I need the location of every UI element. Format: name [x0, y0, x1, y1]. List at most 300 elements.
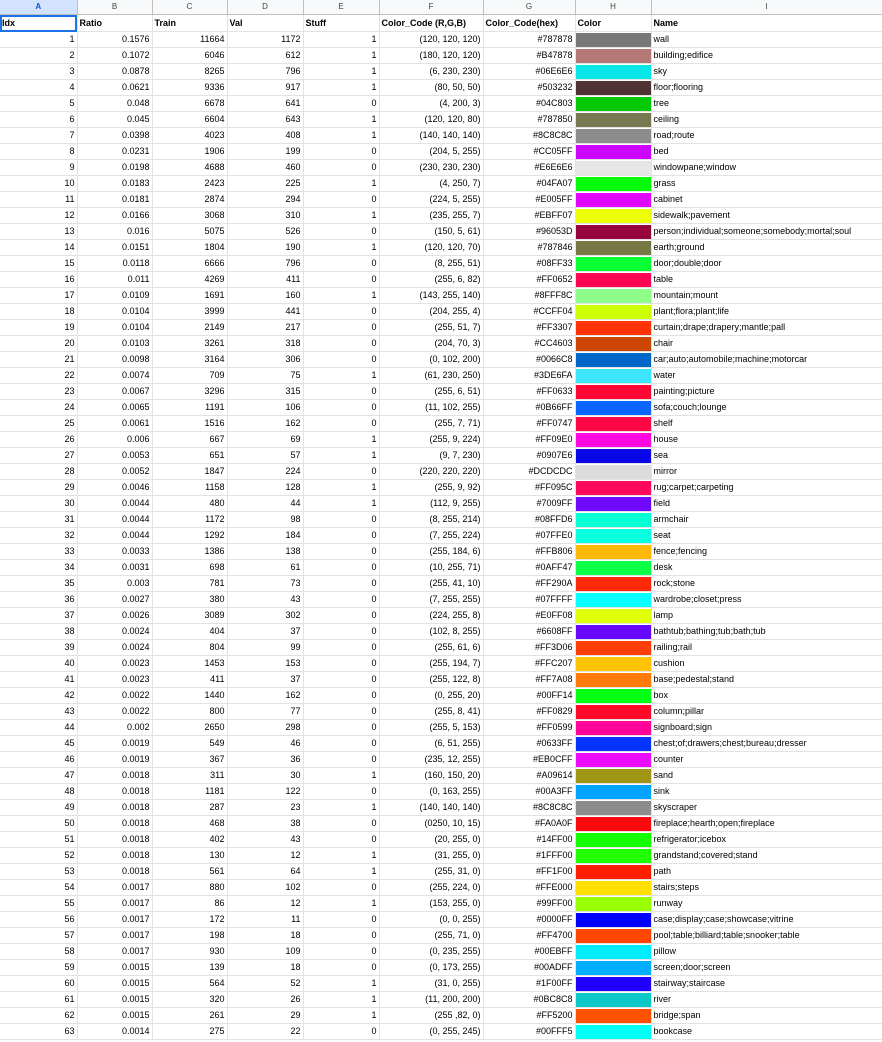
stuff-cell[interactable]: 1 [303, 176, 379, 192]
color-swatch-cell[interactable] [575, 256, 651, 272]
train-cell[interactable]: 1804 [152, 240, 227, 256]
rgb-cell[interactable]: (204, 5, 255) [379, 144, 483, 160]
name-cell[interactable]: screen;door;screen [651, 960, 882, 976]
stuff-cell[interactable]: 0 [303, 560, 379, 576]
val-cell[interactable]: 162 [227, 416, 303, 432]
val-cell[interactable]: 224 [227, 464, 303, 480]
idx-cell[interactable]: 14 [0, 240, 77, 256]
rgb-cell[interactable]: (255, 224, 0) [379, 880, 483, 896]
val-cell[interactable]: 153 [227, 656, 303, 672]
ratio-cell[interactable]: 0.0181 [77, 192, 152, 208]
color-swatch-cell[interactable] [575, 976, 651, 992]
idx-cell[interactable]: 16 [0, 272, 77, 288]
hex-cell[interactable]: #FF3D06 [483, 640, 575, 656]
color-swatch-cell[interactable] [575, 944, 651, 960]
hex-cell[interactable]: #FF3307 [483, 320, 575, 336]
stuff-cell[interactable]: 0 [303, 320, 379, 336]
color-swatch-cell[interactable] [575, 496, 651, 512]
stuff-cell[interactable]: 0 [303, 576, 379, 592]
hex-cell[interactable]: #07FFFF [483, 592, 575, 608]
name-cell[interactable]: pool;table;billiard;table;snooker;table [651, 928, 882, 944]
rgb-cell[interactable]: (31, 0, 255) [379, 976, 483, 992]
ratio-cell[interactable]: 0.0621 [77, 80, 152, 96]
idx-cell[interactable]: 27 [0, 448, 77, 464]
stuff-cell[interactable]: 1 [303, 448, 379, 464]
idx-cell[interactable]: 18 [0, 304, 77, 320]
name-cell[interactable]: rug;carpet;carpeting [651, 480, 882, 496]
name-cell[interactable]: desk [651, 560, 882, 576]
ratio-cell[interactable]: 0.0018 [77, 768, 152, 784]
train-cell[interactable]: 561 [152, 864, 227, 880]
rgb-cell[interactable]: (255, 41, 10) [379, 576, 483, 592]
train-cell[interactable]: 4688 [152, 160, 227, 176]
stuff-cell[interactable]: 1 [303, 288, 379, 304]
rgb-cell[interactable]: (140, 140, 140) [379, 800, 483, 816]
name-cell[interactable]: bridge;span [651, 1008, 882, 1024]
train-cell[interactable]: 667 [152, 432, 227, 448]
train-cell[interactable]: 8265 [152, 64, 227, 80]
name-cell[interactable]: cabinet [651, 192, 882, 208]
train-cell[interactable]: 3999 [152, 304, 227, 320]
rgb-cell[interactable]: (153, 255, 0) [379, 896, 483, 912]
val-cell[interactable]: 102 [227, 880, 303, 896]
val-cell[interactable]: 526 [227, 224, 303, 240]
color-swatch-cell[interactable] [575, 848, 651, 864]
train-cell[interactable]: 1386 [152, 544, 227, 560]
val-cell[interactable]: 18 [227, 928, 303, 944]
color-swatch-cell[interactable] [575, 992, 651, 1008]
hex-cell[interactable]: #DCDCDC [483, 464, 575, 480]
header-cell-color-code-hex[interactable]: Color_Code(hex) [483, 15, 575, 32]
header-cell-color-code-rgb[interactable]: Color_Code (R,G,B) [379, 15, 483, 32]
ratio-cell[interactable]: 0.1576 [77, 32, 152, 48]
train-cell[interactable]: 1906 [152, 144, 227, 160]
ratio-cell[interactable]: 0.045 [77, 112, 152, 128]
rgb-cell[interactable]: (120, 120, 80) [379, 112, 483, 128]
ratio-cell[interactable]: 0.0017 [77, 928, 152, 944]
idx-cell[interactable]: 31 [0, 512, 77, 528]
idx-cell[interactable]: 15 [0, 256, 77, 272]
idx-cell[interactable]: 51 [0, 832, 77, 848]
ratio-cell[interactable]: 0.0104 [77, 304, 152, 320]
stuff-cell[interactable]: 1 [303, 896, 379, 912]
ratio-cell[interactable]: 0.0023 [77, 672, 152, 688]
val-cell[interactable]: 318 [227, 336, 303, 352]
rgb-cell[interactable]: (31, 255, 0) [379, 848, 483, 864]
train-cell[interactable]: 3296 [152, 384, 227, 400]
rgb-cell[interactable]: (150, 5, 61) [379, 224, 483, 240]
train-cell[interactable]: 6604 [152, 112, 227, 128]
idx-cell[interactable]: 56 [0, 912, 77, 928]
stuff-cell[interactable]: 0 [303, 352, 379, 368]
rgb-cell[interactable]: (120, 120, 120) [379, 32, 483, 48]
train-cell[interactable]: 404 [152, 624, 227, 640]
ratio-cell[interactable]: 0.0098 [77, 352, 152, 368]
val-cell[interactable]: 30 [227, 768, 303, 784]
name-cell[interactable]: bed [651, 144, 882, 160]
ratio-cell[interactable]: 0.0017 [77, 880, 152, 896]
train-cell[interactable]: 3261 [152, 336, 227, 352]
color-swatch-cell[interactable] [575, 864, 651, 880]
hex-cell[interactable]: #E005FF [483, 192, 575, 208]
rgb-cell[interactable]: (10, 255, 71) [379, 560, 483, 576]
val-cell[interactable]: 98 [227, 512, 303, 528]
hex-cell[interactable]: #FF0599 [483, 720, 575, 736]
name-cell[interactable]: shelf [651, 416, 882, 432]
rgb-cell[interactable]: (255, 6, 51) [379, 384, 483, 400]
stuff-cell[interactable]: 0 [303, 592, 379, 608]
color-swatch-cell[interactable] [575, 960, 651, 976]
val-cell[interactable]: 1172 [227, 32, 303, 48]
val-cell[interactable]: 460 [227, 160, 303, 176]
stuff-cell[interactable]: 1 [303, 496, 379, 512]
idx-cell[interactable]: 45 [0, 736, 77, 752]
name-cell[interactable]: sand [651, 768, 882, 784]
ratio-cell[interactable]: 0.002 [77, 720, 152, 736]
ratio-cell[interactable]: 0.0015 [77, 976, 152, 992]
stuff-cell[interactable]: 1 [303, 976, 379, 992]
color-swatch-cell[interactable] [575, 176, 651, 192]
stuff-cell[interactable]: 1 [303, 208, 379, 224]
hex-cell[interactable]: #1FFF00 [483, 848, 575, 864]
val-cell[interactable]: 643 [227, 112, 303, 128]
hex-cell[interactable]: #E6E6E6 [483, 160, 575, 176]
stuff-cell[interactable]: 0 [303, 608, 379, 624]
ratio-cell[interactable]: 0.0067 [77, 384, 152, 400]
idx-cell[interactable]: 40 [0, 656, 77, 672]
name-cell[interactable]: door;double;door [651, 256, 882, 272]
rgb-cell[interactable]: (220, 220, 220) [379, 464, 483, 480]
hex-cell[interactable]: #0B66FF [483, 400, 575, 416]
name-cell[interactable]: earth;ground [651, 240, 882, 256]
hex-cell[interactable]: #96053D [483, 224, 575, 240]
idx-cell[interactable]: 20 [0, 336, 77, 352]
train-cell[interactable]: 781 [152, 576, 227, 592]
color-swatch-cell[interactable] [575, 720, 651, 736]
hex-cell[interactable]: #FF095C [483, 480, 575, 496]
hex-cell[interactable]: #FFB806 [483, 544, 575, 560]
name-cell[interactable]: wall [651, 32, 882, 48]
val-cell[interactable]: 22 [227, 1024, 303, 1040]
hex-cell[interactable]: #CC05FF [483, 144, 575, 160]
val-cell[interactable]: 26 [227, 992, 303, 1008]
rgb-cell[interactable]: (0, 173, 255) [379, 960, 483, 976]
rgb-cell[interactable]: (143, 255, 140) [379, 288, 483, 304]
column-header-h[interactable]: H [575, 0, 651, 15]
ratio-cell[interactable]: 0.0015 [77, 1008, 152, 1024]
color-swatch-cell[interactable] [575, 752, 651, 768]
rgb-cell[interactable]: (0250, 10, 15) [379, 816, 483, 832]
color-swatch-cell[interactable] [575, 320, 651, 336]
rgb-cell[interactable]: (140, 140, 140) [379, 128, 483, 144]
name-cell[interactable]: painting;picture [651, 384, 882, 400]
train-cell[interactable]: 11664 [152, 32, 227, 48]
val-cell[interactable]: 29 [227, 1008, 303, 1024]
train-cell[interactable]: 4269 [152, 272, 227, 288]
val-cell[interactable]: 122 [227, 784, 303, 800]
hex-cell[interactable]: #00FF14 [483, 688, 575, 704]
hex-cell[interactable]: #FF1F00 [483, 864, 575, 880]
idx-cell[interactable]: 59 [0, 960, 77, 976]
name-cell[interactable]: refrigerator;icebox [651, 832, 882, 848]
ratio-cell[interactable]: 0.048 [77, 96, 152, 112]
color-swatch-cell[interactable] [575, 576, 651, 592]
ratio-cell[interactable]: 0.0018 [77, 816, 152, 832]
color-swatch-cell[interactable] [575, 336, 651, 352]
train-cell[interactable]: 549 [152, 736, 227, 752]
ratio-cell[interactable]: 0.0014 [77, 1024, 152, 1040]
train-cell[interactable]: 880 [152, 880, 227, 896]
ratio-cell[interactable]: 0.0118 [77, 256, 152, 272]
ratio-cell[interactable]: 0.011 [77, 272, 152, 288]
hex-cell[interactable]: #E0FF08 [483, 608, 575, 624]
idx-cell[interactable]: 36 [0, 592, 77, 608]
name-cell[interactable]: fireplace;hearth;open;fireplace [651, 816, 882, 832]
idx-cell[interactable]: 17 [0, 288, 77, 304]
val-cell[interactable]: 184 [227, 528, 303, 544]
val-cell[interactable]: 77 [227, 704, 303, 720]
train-cell[interactable]: 1292 [152, 528, 227, 544]
stuff-cell[interactable]: 0 [303, 160, 379, 176]
name-cell[interactable]: cushion [651, 656, 882, 672]
name-cell[interactable]: river [651, 992, 882, 1008]
train-cell[interactable]: 3068 [152, 208, 227, 224]
val-cell[interactable]: 306 [227, 352, 303, 368]
color-swatch-cell[interactable] [575, 224, 651, 240]
idx-cell[interactable]: 30 [0, 496, 77, 512]
ratio-cell[interactable]: 0.0052 [77, 464, 152, 480]
name-cell[interactable]: box [651, 688, 882, 704]
hex-cell[interactable]: #503232 [483, 80, 575, 96]
name-cell[interactable]: railing;rail [651, 640, 882, 656]
rgb-cell[interactable]: (7, 255, 255) [379, 592, 483, 608]
idx-cell[interactable]: 60 [0, 976, 77, 992]
rgb-cell[interactable]: (230, 230, 230) [379, 160, 483, 176]
stuff-cell[interactable]: 0 [303, 304, 379, 320]
val-cell[interactable]: 162 [227, 688, 303, 704]
train-cell[interactable]: 130 [152, 848, 227, 864]
val-cell[interactable]: 190 [227, 240, 303, 256]
val-cell[interactable]: 38 [227, 816, 303, 832]
column-header-c[interactable]: C [152, 0, 227, 15]
hex-cell[interactable]: #06E6E6 [483, 64, 575, 80]
color-swatch-cell[interactable] [575, 800, 651, 816]
column-header-f[interactable]: F [379, 0, 483, 15]
hex-cell[interactable]: #FF0747 [483, 416, 575, 432]
idx-cell[interactable]: 8 [0, 144, 77, 160]
name-cell[interactable]: stairway;staircase [651, 976, 882, 992]
name-cell[interactable]: grandstand;covered;stand [651, 848, 882, 864]
stuff-cell[interactable]: 0 [303, 144, 379, 160]
rgb-cell[interactable]: (61, 230, 250) [379, 368, 483, 384]
hex-cell[interactable]: #0633FF [483, 736, 575, 752]
column-header-a[interactable]: A [0, 0, 77, 15]
color-swatch-cell[interactable] [575, 32, 651, 48]
hex-cell[interactable]: #0BC8C8 [483, 992, 575, 1008]
color-swatch-cell[interactable] [575, 784, 651, 800]
idx-cell[interactable]: 22 [0, 368, 77, 384]
color-swatch-cell[interactable] [575, 512, 651, 528]
idx-cell[interactable]: 1 [0, 32, 77, 48]
color-swatch-cell[interactable] [575, 160, 651, 176]
name-cell[interactable]: chest;of;drawers;chest;bureau;dresser [651, 736, 882, 752]
color-swatch-cell[interactable] [575, 592, 651, 608]
header-cell-ratio[interactable]: Ratio [77, 15, 152, 32]
train-cell[interactable]: 804 [152, 640, 227, 656]
rgb-cell[interactable]: (0, 0, 255) [379, 912, 483, 928]
color-swatch-cell[interactable] [575, 128, 651, 144]
ratio-cell[interactable]: 0.1072 [77, 48, 152, 64]
color-swatch-cell[interactable] [575, 192, 651, 208]
header-cell-idx[interactable]: Idx [0, 15, 77, 32]
color-swatch-cell[interactable] [575, 96, 651, 112]
hex-cell[interactable]: #14FF00 [483, 832, 575, 848]
stuff-cell[interactable]: 0 [303, 272, 379, 288]
ratio-cell[interactable]: 0.0017 [77, 944, 152, 960]
name-cell[interactable]: mountain;mount [651, 288, 882, 304]
idx-cell[interactable]: 39 [0, 640, 77, 656]
stuff-cell[interactable]: 0 [303, 688, 379, 704]
ratio-cell[interactable]: 0.0166 [77, 208, 152, 224]
train-cell[interactable]: 468 [152, 816, 227, 832]
train-cell[interactable]: 1181 [152, 784, 227, 800]
color-swatch-cell[interactable] [575, 208, 651, 224]
name-cell[interactable]: runway [651, 896, 882, 912]
color-swatch-cell[interactable] [575, 48, 651, 64]
hex-cell[interactable]: #FF0829 [483, 704, 575, 720]
name-cell[interactable]: sofa;couch;lounge [651, 400, 882, 416]
hex-cell[interactable]: #A09614 [483, 768, 575, 784]
idx-cell[interactable]: 50 [0, 816, 77, 832]
ratio-cell[interactable]: 0.0044 [77, 496, 152, 512]
column-header-e[interactable]: E [303, 0, 379, 15]
idx-cell[interactable]: 29 [0, 480, 77, 496]
ratio-cell[interactable]: 0.0019 [77, 736, 152, 752]
header-cell-val[interactable]: Val [227, 15, 303, 32]
train-cell[interactable]: 172 [152, 912, 227, 928]
name-cell[interactable]: column;pillar [651, 704, 882, 720]
idx-cell[interactable]: 26 [0, 432, 77, 448]
hex-cell[interactable]: #3DE6FA [483, 368, 575, 384]
val-cell[interactable]: 796 [227, 256, 303, 272]
name-cell[interactable]: rock;stone [651, 576, 882, 592]
rgb-cell[interactable]: (112, 9, 255) [379, 496, 483, 512]
idx-cell[interactable]: 42 [0, 688, 77, 704]
stuff-cell[interactable]: 0 [303, 416, 379, 432]
train-cell[interactable]: 6666 [152, 256, 227, 272]
color-swatch-cell[interactable] [575, 640, 651, 656]
header-cell-color[interactable]: Color [575, 15, 651, 32]
idx-cell[interactable]: 19 [0, 320, 77, 336]
hex-cell[interactable]: #EBFF07 [483, 208, 575, 224]
hex-cell[interactable]: #787878 [483, 32, 575, 48]
idx-cell[interactable]: 38 [0, 624, 77, 640]
hex-cell[interactable]: #8C8C8C [483, 128, 575, 144]
ratio-cell[interactable]: 0.0018 [77, 832, 152, 848]
ratio-cell[interactable]: 0.0109 [77, 288, 152, 304]
ratio-cell[interactable]: 0.0033 [77, 544, 152, 560]
hex-cell[interactable]: #0000FF [483, 912, 575, 928]
ratio-cell[interactable]: 0.0017 [77, 912, 152, 928]
train-cell[interactable]: 320 [152, 992, 227, 1008]
color-swatch-cell[interactable] [575, 272, 651, 288]
idx-cell[interactable]: 23 [0, 384, 77, 400]
name-cell[interactable]: person;individual;someone;somebody;mortal;soul [651, 224, 882, 240]
name-cell[interactable]: water [651, 368, 882, 384]
rgb-cell[interactable]: (255, 71, 0) [379, 928, 483, 944]
header-cell-stuff[interactable]: Stuff [303, 15, 379, 32]
name-cell[interactable]: signboard;sign [651, 720, 882, 736]
train-cell[interactable]: 6046 [152, 48, 227, 64]
rgb-cell[interactable]: (235, 255, 7) [379, 208, 483, 224]
val-cell[interactable]: 18 [227, 960, 303, 976]
ratio-cell[interactable]: 0.0018 [77, 848, 152, 864]
hex-cell[interactable]: #FFC207 [483, 656, 575, 672]
color-swatch-cell[interactable] [575, 400, 651, 416]
rgb-cell[interactable]: (204, 255, 4) [379, 304, 483, 320]
train-cell[interactable]: 651 [152, 448, 227, 464]
color-swatch-cell[interactable] [575, 464, 651, 480]
name-cell[interactable]: stairs;steps [651, 880, 882, 896]
name-cell[interactable]: plant;flora;plant;life [651, 304, 882, 320]
hex-cell[interactable]: #FF4700 [483, 928, 575, 944]
ratio-cell[interactable]: 0.0398 [77, 128, 152, 144]
color-swatch-cell[interactable] [575, 1008, 651, 1024]
val-cell[interactable]: 37 [227, 672, 303, 688]
hex-cell[interactable]: #00EBFF [483, 944, 575, 960]
stuff-cell[interactable]: 1 [303, 848, 379, 864]
rgb-cell[interactable]: (255, 61, 6) [379, 640, 483, 656]
val-cell[interactable]: 160 [227, 288, 303, 304]
idx-cell[interactable]: 5 [0, 96, 77, 112]
name-cell[interactable]: chair [651, 336, 882, 352]
hex-cell[interactable]: #0066C8 [483, 352, 575, 368]
rgb-cell[interactable]: (80, 50, 50) [379, 80, 483, 96]
val-cell[interactable]: 917 [227, 80, 303, 96]
color-swatch-cell[interactable] [575, 80, 651, 96]
color-swatch-cell[interactable] [575, 304, 651, 320]
name-cell[interactable]: car;auto;automobile;machine;motorcar [651, 352, 882, 368]
color-swatch-cell[interactable] [575, 768, 651, 784]
stuff-cell[interactable]: 1 [303, 48, 379, 64]
name-cell[interactable]: table [651, 272, 882, 288]
hex-cell[interactable]: #FF7A08 [483, 672, 575, 688]
name-cell[interactable]: wardrobe;closet;press [651, 592, 882, 608]
rgb-cell[interactable]: (120, 120, 70) [379, 240, 483, 256]
name-cell[interactable]: mirror [651, 464, 882, 480]
idx-cell[interactable]: 12 [0, 208, 77, 224]
hex-cell[interactable]: #6608FF [483, 624, 575, 640]
val-cell[interactable]: 36 [227, 752, 303, 768]
val-cell[interactable]: 138 [227, 544, 303, 560]
val-cell[interactable]: 12 [227, 848, 303, 864]
stuff-cell[interactable]: 1 [303, 992, 379, 1008]
ratio-cell[interactable]: 0.0024 [77, 640, 152, 656]
color-swatch-cell[interactable] [575, 624, 651, 640]
stuff-cell[interactable]: 0 [303, 192, 379, 208]
val-cell[interactable]: 23 [227, 800, 303, 816]
name-cell[interactable]: counter [651, 752, 882, 768]
hex-cell[interactable]: #0AFF47 [483, 560, 575, 576]
rgb-cell[interactable]: (180, 120, 120) [379, 48, 483, 64]
stuff-cell[interactable]: 0 [303, 336, 379, 352]
idx-cell[interactable]: 10 [0, 176, 77, 192]
ratio-cell[interactable]: 0.0022 [77, 688, 152, 704]
hex-cell[interactable]: #04FA07 [483, 176, 575, 192]
train-cell[interactable]: 698 [152, 560, 227, 576]
header-cell-name[interactable]: Name [651, 15, 882, 32]
color-swatch-cell[interactable] [575, 832, 651, 848]
